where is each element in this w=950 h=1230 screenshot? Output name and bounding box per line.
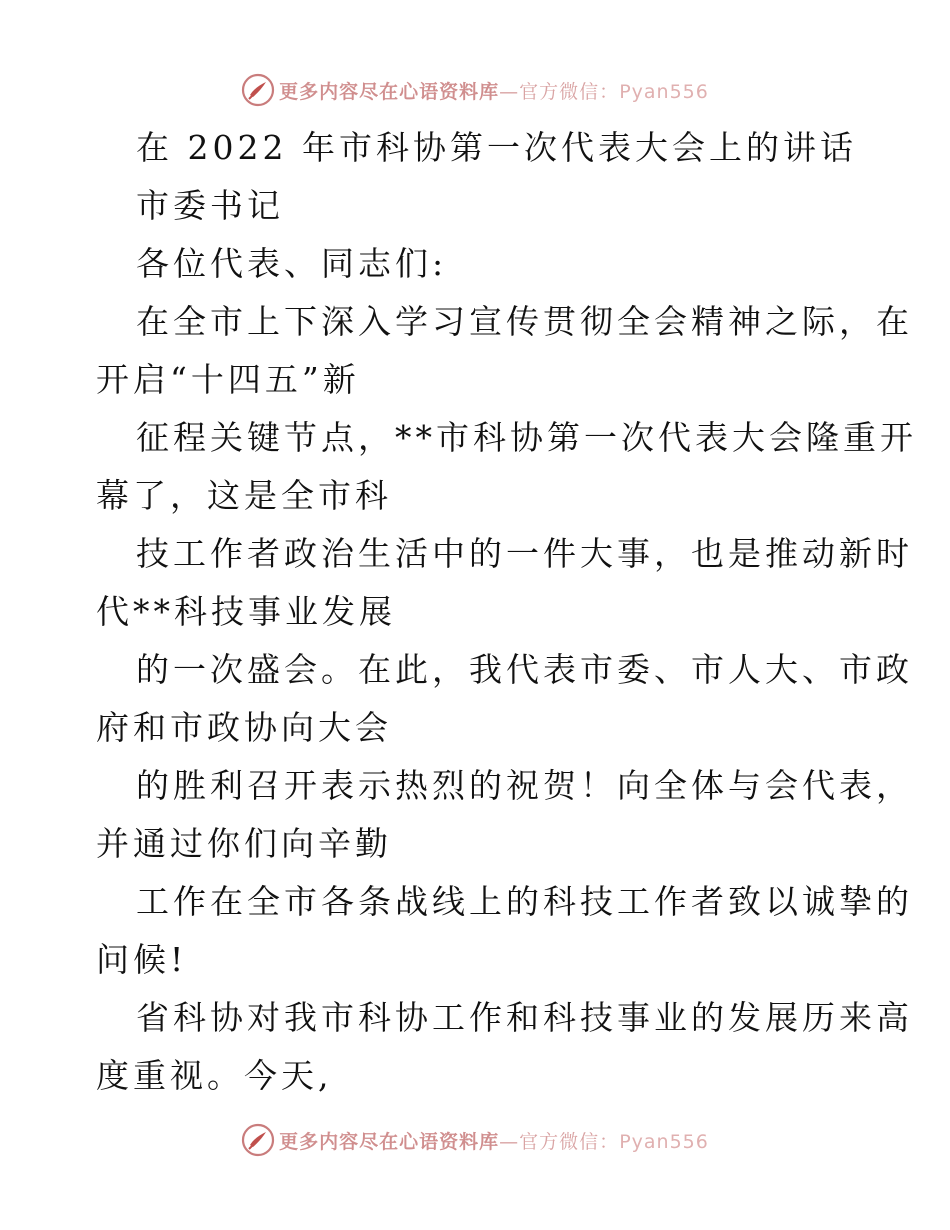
- banner-text: [279, 77, 709, 104]
- paragraph-line: 度重视。今天,: [96, 1056, 333, 1095]
- banner-wechat-label: 官方微信：: [519, 80, 620, 103]
- paragraph-line: 工作在全市各条战线上的科技工作者致以诚挚的: [136, 882, 913, 921]
- paragraph-line: 并通过你们向辛勤: [96, 824, 392, 863]
- paragraph-line: 的胜利召开表示热烈的祝贺！向全体与会代表，: [136, 766, 913, 805]
- paragraph-line: 在全市上下深入学习宣传贯彻全会精神之际，在: [136, 302, 913, 341]
- paragraph-line: 开启“十四五”新: [96, 360, 360, 399]
- document-title: 在 2022 年市科协第一次代表大会上的讲话: [136, 128, 857, 167]
- banner-text: [279, 1127, 709, 1154]
- banner-site-name: 更多内容尽在心语资料库: [279, 1130, 500, 1153]
- banner-site-name: 更多内容尽在心语资料库: [279, 80, 500, 103]
- paragraph-line: 的一次盛会。在此，我代表市委、市人大、市政: [136, 650, 913, 689]
- header-banner: [0, 70, 950, 110]
- paragraph-line: 代**科技事业发展: [96, 592, 396, 631]
- banner-wechat-label: 官方微信：: [519, 1130, 620, 1153]
- paragraph-line: 征程关键节点，**市科协第一次代表大会隆重开: [136, 418, 917, 457]
- paragraph-line: 问候!: [96, 940, 188, 979]
- paragraph-line: 府和市政协向大会: [96, 708, 392, 747]
- banner-wechat-id: Pyan556: [619, 80, 709, 103]
- banner-wechat-id: Pyan556: [619, 1130, 709, 1153]
- book-feather-icon: [241, 73, 275, 107]
- banner-dash: —: [499, 1130, 520, 1153]
- banner-dash: —: [499, 80, 520, 103]
- document-salutation: 各位代表、同志们:: [136, 244, 448, 283]
- footer-banner: [0, 1120, 950, 1160]
- book-feather-icon: [241, 1123, 275, 1157]
- paragraph-line: 省科协对我市科协工作和科技事业的发展历来高: [136, 998, 913, 1037]
- paragraph-line: 技工作者政治生活中的一件大事，也是推动新时: [136, 534, 913, 573]
- paragraph-line: 幕了，这是全市科: [96, 476, 392, 515]
- document-author: 市委书记: [136, 186, 284, 225]
